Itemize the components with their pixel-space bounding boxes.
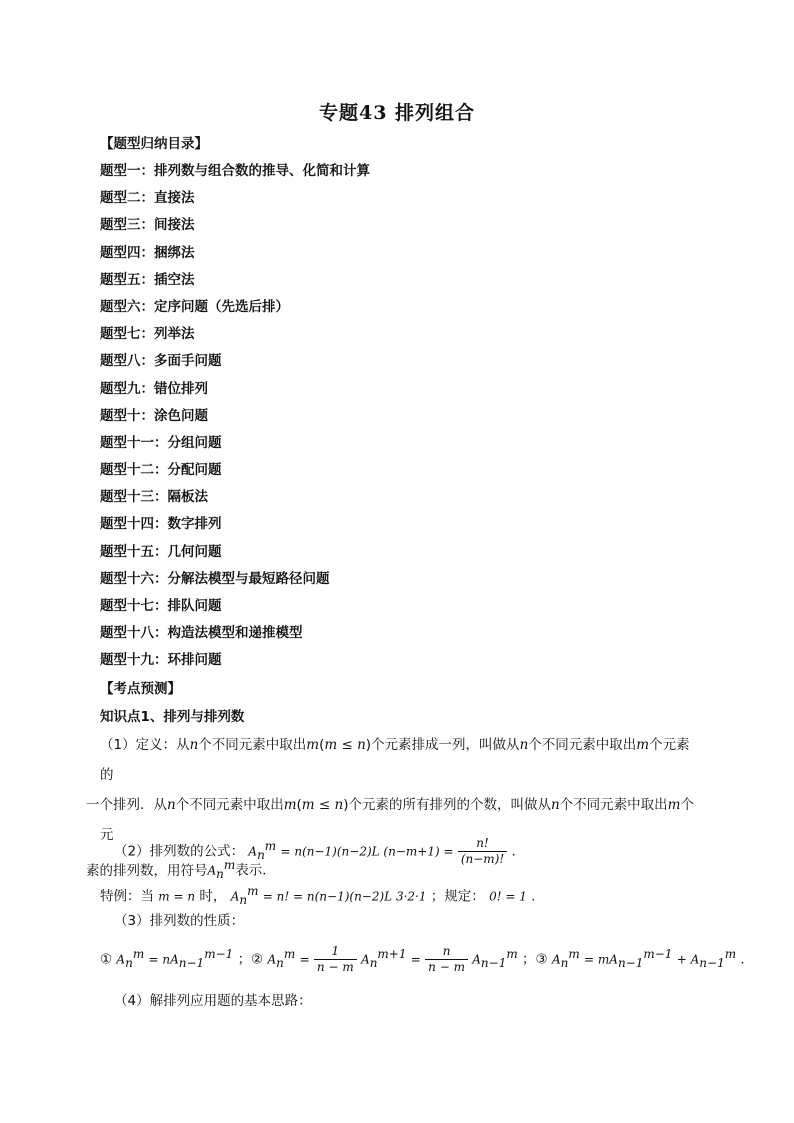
toc-item: 题型十六：分解法模型与最短路径问题 bbox=[100, 570, 330, 587]
forecast-heading: 【考点预测】 bbox=[100, 681, 181, 697]
toc-item: 题型五：插空法 bbox=[100, 271, 195, 288]
toc-item: 题型十二：分配问题 bbox=[100, 462, 222, 479]
toc-item: 题型二：直接法 bbox=[100, 190, 195, 207]
toc-item: 题型三：间接法 bbox=[100, 217, 195, 234]
toc-item: 题型十九：环排问题 bbox=[100, 652, 222, 669]
toc-item: 题型十七：排队问题 bbox=[100, 598, 222, 614]
toc-item: 题型十：涂色问题 bbox=[100, 407, 208, 424]
formula-line: （2）排列数的公式： $A_n^m = n(n-1)(n-2)L$ (n−m+1) = $\frac{n!}{(n-m)!}$ . bbox=[114, 836, 516, 866]
fraction: $\frac{1}{n - m}$ bbox=[314, 944, 357, 975]
definition-paragraph: （1）定义：从n个不同元素中取出m(m ≤ n)个元素排成一列，叫做从n个不同元素中取出m个元素的 一个排列．从n个不同元素中取出m(m ≤ n)个元素的所有排列的个数，叫做从n个不同元素中取出m个元 素的排列数，用符号$A_n^m$表示． bbox=[86, 737, 694, 882]
solve-heading: （4）解排列应用题的基本思路： bbox=[114, 993, 312, 1009]
toc-item: 题型六：定序问题（先选后排） bbox=[100, 298, 289, 315]
toc-item: 题型七：列举法 bbox=[100, 326, 195, 343]
toc-item: 题型十三：隔板法 bbox=[100, 489, 208, 506]
special-case-line: 特例：当 m = n 时， $A_n^m = n$! = n(n−1)(n−2)L 3·2·1 ；规定： 0! = 1 . bbox=[100, 884, 536, 908]
properties-heading: （3）排列数的性质： bbox=[114, 913, 245, 929]
toc-item: 题型十一：分组问题 bbox=[100, 434, 222, 451]
toc-item: 题型十八：构造法模型和递推模型 bbox=[100, 625, 303, 642]
toc-list bbox=[100, 162, 370, 679]
toc-item: 题型一：排列数与组合数的推导、化简和计算 bbox=[100, 163, 370, 179]
toc-item: 题型八：多面手问题 bbox=[100, 353, 222, 370]
formula-fraction: $\frac{n!}{(n-m)!}$ bbox=[458, 836, 507, 867]
page-title: 专题43 排列组合 bbox=[318, 102, 476, 124]
toc-heading: 【题型归纳目录】 bbox=[100, 136, 208, 152]
toc-item: 题型九：错位排列 bbox=[100, 380, 208, 397]
toc-item: 题型十五：几何问题 bbox=[100, 543, 222, 560]
properties-line: ① $A_n^m = nA_{n-1}^{m-1}$ ；② $A_n^m$ = $\frac{1}{n - m}$ $A_n^{m+1}$ = $\frac{n}{n - m}$ $A_{n-1}^m$ ；③ $A_n^m = mA_{n-1}^{m-1} + A_{n-1}^m$ . bbox=[100, 944, 745, 974]
toc-item: 题型十四：数字排列 bbox=[100, 516, 222, 533]
toc-item: 题型四：捆绑法 bbox=[100, 244, 195, 261]
fraction: $\frac{n}{n - m}$ bbox=[425, 944, 468, 975]
knowledge-heading: 知识点1、排列与排列数 bbox=[100, 709, 245, 725]
